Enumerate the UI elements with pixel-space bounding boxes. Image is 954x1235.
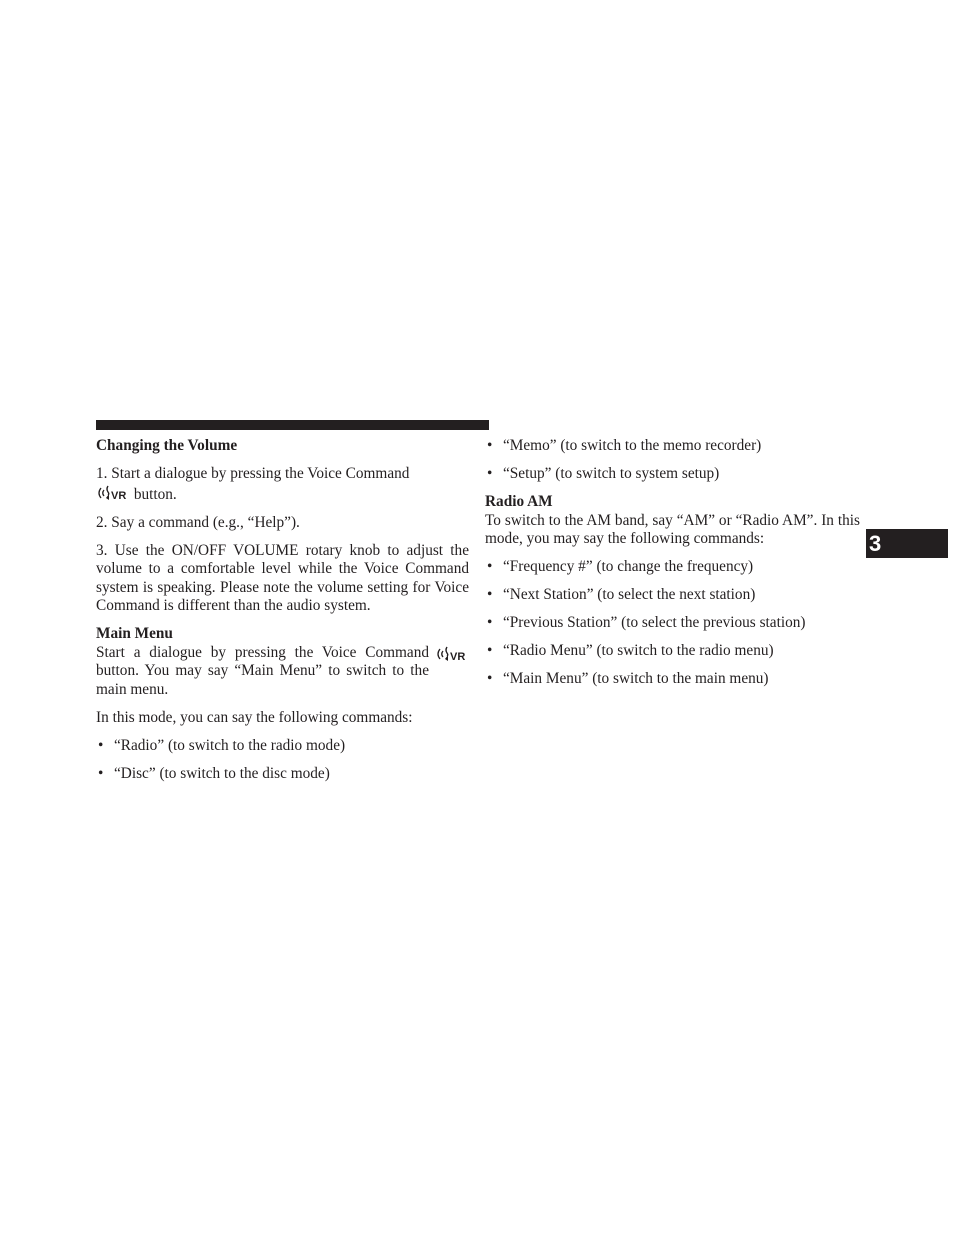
voice-command-icon [435, 645, 469, 663]
volume-step-2: 2. Say a command (e.g., “Help”). [96, 513, 300, 531]
svg-text:VR: VR [111, 489, 127, 502]
main-menu-intro-text: Start a dialogue by pressing the Voice Command [96, 643, 429, 661]
radio-am-heading: Radio AM [485, 493, 553, 510]
list-item: • “Radio Menu” (to switch to the radio menu) [487, 642, 774, 659]
section-top-rule [96, 420, 489, 430]
bullet: • [487, 558, 493, 575]
volume-step-1 [96, 465, 469, 504]
main-menu-command-list-continued [485, 437, 860, 484]
main-menu-command-list [96, 737, 469, 784]
list-item: • “Setup” (to switch to system setup) [487, 465, 720, 482]
voice-command-icon [96, 484, 130, 502]
svg-text:VR: VR [450, 650, 466, 663]
list-item: • “Memo” (to switch to the memo recorder) [487, 437, 762, 454]
bullet: • [487, 614, 493, 631]
bullet: • [487, 670, 493, 687]
radio-am-intro: To switch to the AM band, say “AM” or “Radio AM”. In this mode, you may say the following commands: [485, 511, 860, 547]
changing-volume-heading: Changing the Volume [96, 437, 238, 454]
volume-step-3: 3. Use the ON/OFF VOLUME rotary knob to adjust the volume to a comfortable level while the Voice Command system is speaking. Please note the volume setting for Voice Command is different than the audio system. [96, 541, 469, 614]
list-item: • “Radio” (to switch to the radio mode) [98, 736, 346, 754]
left-column [96, 437, 469, 793]
chapter-number: 3 [869, 531, 882, 556]
main-menu-intro-tail: button. You may say “Main Menu” to switch to the main menu. [96, 662, 429, 698]
bullet: • [98, 764, 104, 782]
main-menu-commands-intro: In this mode, you can say the following commands: [96, 708, 413, 726]
bullet: • [487, 465, 493, 482]
list-item: • “Frequency #” (to change the frequency) [487, 558, 754, 575]
volume-step-1-text: 1. Start a dialogue by pressing the Voice Command [96, 465, 410, 482]
list-item: • “Disc” (to switch to the disc mode) [98, 764, 330, 782]
volume-step-1-tail: button. [133, 485, 177, 503]
bullet: • [487, 642, 493, 659]
right-column [485, 437, 860, 698]
list-item: • “Previous Station” (to select the previous station) [487, 614, 806, 631]
radio-am-command-list [485, 558, 860, 689]
chapter-tab [866, 529, 948, 558]
bullet: • [487, 437, 493, 454]
bullet: • [98, 736, 104, 754]
list-item: • “Next Station” (to select the next station) [487, 586, 756, 603]
main-menu-heading: Main Menu [96, 625, 173, 642]
main-menu-intro [96, 644, 469, 700]
list-item: • “Main Menu” (to switch to the main menu) [487, 670, 769, 687]
bullet: • [487, 586, 493, 603]
